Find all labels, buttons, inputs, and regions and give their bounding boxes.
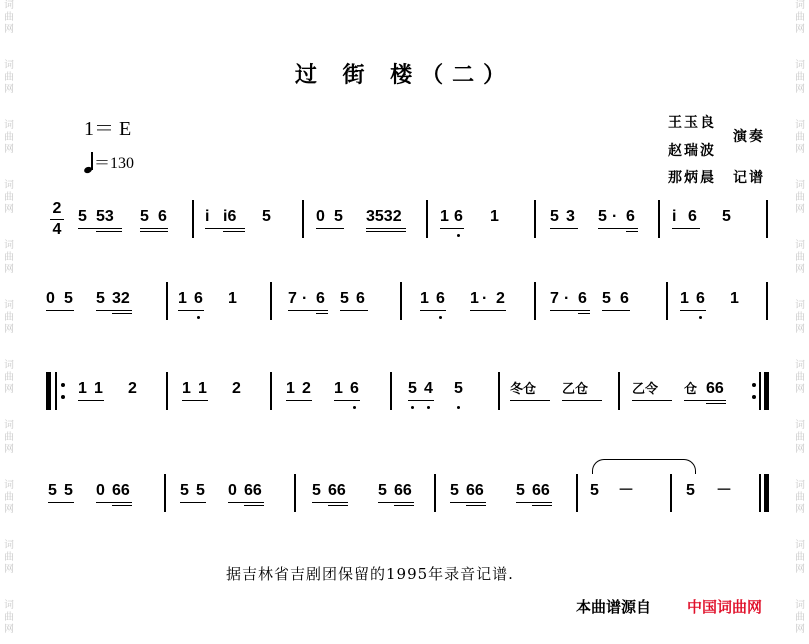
key-signature: 1＝ E [84,118,132,140]
final-thin-bar [759,474,761,512]
watermark-stamp: 词 曲 网 [795,180,805,215]
note: 1 [420,290,429,307]
watermark-stamp: 词 曲 网 [795,240,805,275]
watermark-stamp: 词 曲 网 [4,600,14,635]
note: 3 [566,208,575,225]
dash: － [716,482,733,499]
watermark-stamp: 词 曲 网 [4,240,14,275]
note-group: 66 [244,482,262,499]
watermark-stamp: 词 曲 网 [4,300,14,335]
note: 5 [454,380,463,397]
barline [400,282,402,320]
role-perform: 演奏 [733,129,765,145]
note: 1 [198,380,207,397]
source-label: 本曲谱源自 [576,598,652,616]
watermark-stamp: 词 曲 网 [4,420,14,455]
watermark-stamp: 词 曲 网 [795,300,805,335]
time-signature-bottom: 4 [52,221,62,238]
barline [426,200,428,238]
barline [658,200,660,238]
note: 6 [620,290,629,307]
watermark-stamp: 词 曲 网 [795,540,805,575]
augmentation-dot: · [302,290,308,307]
watermark-stamp: 词 曲 网 [4,180,14,215]
note: 1 [680,290,689,307]
note: 6 [350,380,359,397]
barline [390,372,392,410]
note: 5 [48,482,57,499]
note: 5 [64,290,73,307]
note-group: 66 [706,380,724,397]
note: 1 [182,380,191,397]
note: 5 [516,482,525,499]
barline [670,474,672,512]
watermark-stamp: 词 曲 网 [795,60,805,95]
note: 5 [686,482,695,499]
score-line-1 [44,200,772,240]
augmentation-dot: · [612,208,618,225]
watermark-stamp: 词 曲 网 [4,540,14,575]
note: 1 [440,208,449,225]
source-site-link[interactable]: 中国词曲网 [687,598,763,616]
role-transcribe: 记谱 [733,170,765,186]
note: 5 [722,208,731,225]
note: 6 [578,290,587,307]
note: 0 [316,208,325,225]
barline [166,282,168,320]
percussion-syllable: 乙仓 [562,382,589,397]
tie-arc [592,459,696,474]
time-signature-top: 2 [52,200,62,217]
watermark-stamp: 词 曲 网 [4,60,14,95]
note: 1 [334,380,343,397]
barline [434,474,436,512]
score-line-2 [44,282,772,322]
note: 5 [334,208,343,225]
note: 5 [140,208,149,225]
note: 2 [128,380,137,397]
note: 5 [180,482,189,499]
note-group: 66 [466,482,484,499]
note: 5 [78,208,87,225]
note: 5 [196,482,205,499]
note: 5 [96,290,105,307]
note: 5 [408,380,417,397]
note: 7 [288,290,297,307]
note: 6 [316,290,325,307]
barline [576,474,578,512]
barline [534,200,536,238]
barline [766,200,768,238]
note: 1 [490,208,499,225]
barline [534,282,536,320]
note: 1 [470,290,479,307]
note-group: 3532 [366,208,402,225]
augmentation-dot: · [564,290,570,307]
note: 5 [598,208,607,225]
barline [166,372,168,410]
note: 6 [688,208,697,225]
tempo-marking [84,150,134,173]
note: 1 [178,290,187,307]
note: 1 [94,380,103,397]
score-line-3 [44,372,772,412]
tempo-value: ＝130 [94,155,135,172]
percussion-syllable: 乙令 [632,382,659,397]
note: 6 [356,290,365,307]
dash: － [618,482,635,499]
note: 6 [158,208,167,225]
repeat-start-thick-bar [46,372,51,410]
note: 6 [454,208,463,225]
note: 2 [302,380,311,397]
note-group: 66 [328,482,346,499]
note: 5 [590,482,599,499]
time-signature [50,200,64,239]
watermark-stamp: 词 曲 网 [795,600,805,635]
note: 2 [496,290,505,307]
barline [766,282,768,320]
note: 0 [96,482,105,499]
note: 5 [262,208,271,225]
watermark-stamp: 词 曲 网 [4,0,14,35]
performer-1: 王玉良 [668,115,716,131]
watermark-stamp: 词 曲 网 [795,120,805,155]
final-thick-bar [764,474,769,512]
note: 6 [194,290,203,307]
augmentation-dot: · [482,290,488,307]
note: 5 [64,482,73,499]
score-title: 过 街 楼（二） [294,62,515,88]
note: 0 [46,290,55,307]
barline [270,372,272,410]
barline [666,282,668,320]
performer-2: 赵瑞波 [668,143,716,159]
note: i [205,208,210,225]
watermark-stamp: 词 曲 网 [4,360,14,395]
note: 5 [312,482,321,499]
note: 5 [550,208,559,225]
note: 6 [696,290,705,307]
note-group: 66 [394,482,412,499]
note: 1 [286,380,295,397]
note: 7 [550,290,559,307]
percussion-syllable: 仓 [684,382,698,397]
note: 4 [424,380,433,397]
note-group: 66 [112,482,130,499]
note-group: i6 [223,208,237,225]
barline [618,372,620,410]
repeat-end-thin-bar [759,372,761,410]
note: 6 [626,208,635,225]
percussion-syllable: 冬仓 [510,382,537,397]
barline [294,474,296,512]
barline [498,372,500,410]
watermark-stamp: 词 曲 网 [795,480,805,515]
watermark-stamp: 词 曲 网 [795,360,805,395]
note: 1 [78,380,87,397]
note: 0 [228,482,237,499]
note-group: 53 [96,208,114,225]
watermark-stamp: 词 曲 网 [4,120,14,155]
footnote: 据吉林省吉剧团保留的1995年录音记谱. [226,565,514,583]
repeat-end-thick-bar [764,372,769,410]
watermark-stamp: 词 曲 网 [795,420,805,455]
note: 5 [602,290,611,307]
transcriber: 那炳晨 [668,170,716,186]
note: 2 [232,380,241,397]
barline [164,474,166,512]
repeat-start-thin-bar [55,372,57,410]
note: i [672,208,677,225]
note-group: 66 [532,482,550,499]
note: 6 [436,290,445,307]
note: 1 [228,290,237,307]
note: 5 [450,482,459,499]
note: 5 [340,290,349,307]
watermark-stamp: 词 曲 网 [795,0,805,35]
watermark-stamp: 词 曲 网 [4,480,14,515]
quarter-note-icon [84,151,94,173]
note-group: 32 [112,290,130,307]
barline [192,200,194,238]
score-line-4 [44,474,772,514]
note: 1 [730,290,739,307]
barline [302,200,304,238]
barline [270,282,272,320]
note: 5 [378,482,387,499]
